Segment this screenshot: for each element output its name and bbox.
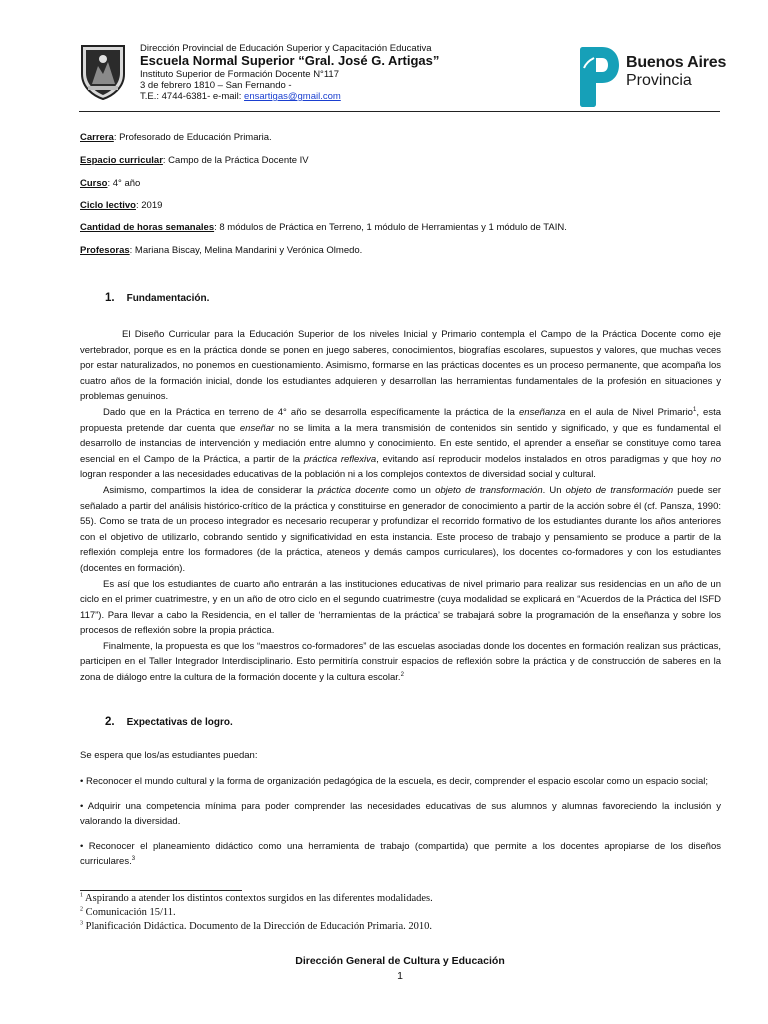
- school-crest-icon: [80, 44, 126, 100]
- header-contact: [140, 91, 341, 102]
- footnote-ref: 3: [131, 856, 136, 863]
- list-item: • Reconocer el mundo cultural y la forma de organización pedagógica de la escuela, es decir, comprender el espacio escolar como un espacio social;: [80, 776, 709, 787]
- footnote-ref: 1: [692, 406, 697, 413]
- info-espacio-curricular: Espacio curricular: Campo de la Práctica Docente IV: [80, 155, 309, 166]
- info-curso: Curso: 4° año: [80, 178, 141, 189]
- paragraph: Dado que en la Práctica en terreno de 4° año se desarrolla específicamente la práctica de la enseñanza en el aula de Nivel Primario$^1$, esta propuesta pretende dar cuenta que enseñar no se limita a la mera transmisión de contenidos sin sentido y significado, y que es fundamental el desarrollo de instancias de intervención y mediación entre alumno y conocimiento. En este sentido, el aprender a enseñar se constituye como tarea esencial en el Campo de la Práctica, a partir de la práctica reflexiva, evitando así reproducir modelos instalados en otros paradigmas y que hoy no logran responder a las necesidades educativas de la población ni a los complejos contextos de diversidad social y cultural.: [80, 406, 722, 481]
- logo-text-buenos-aires: Buenos Aires: [626, 54, 727, 71]
- info-carrera: Carrera: Profesorado de Educación Primaria.: [80, 132, 272, 143]
- list-item: • Adquirir una competencia mínima para poder comprender las necesidades educativas de sus alumnos y alumnas favoreciendo la inclusión y valorando la diversidad.: [80, 800, 721, 828]
- provincia-logo-icon: [576, 46, 620, 108]
- footnote: $^1$ Aspirando a atender los distintos contextos surgidos en las diferentes modalidades.: [80, 892, 433, 904]
- header-school-name: Escuela Normal Superior “Gral. José G. Artigas”: [140, 53, 440, 68]
- header-address: 3 de febrero 1810 – San Fernando -: [140, 80, 292, 91]
- header-instituto: Instituto Superior de Formación Docente N°117: [140, 69, 340, 80]
- paragraph: Asimismo, compartimos la idea de considerar la práctica docente como un objeto de transformación. Un objeto de transformación puede ser señalado a partir del análisis histórico-crítico de la práctica y constituirse en generador de conocimiento a partir de la acción sobre él (cf. Pansza, 1990: 55). Como se trata de un proceso integrador es necesario recuperar y profundizar el recorrido formativo de los estudiantes durante los años anteriores con el objetivo de utilizarlo, cobrando sentido y significatividad en esta instancia. Este proceso de trabajo y pensamiento se produce a partir de la reflexión compleja entre los formadores (de la práctica, ateneos y demás campos curriculares), los docentes co-formadores y con los estudiantes (docentes en formación).: [80, 484, 722, 574]
- expectativas-intro: Se espera que los/as estudiantes puedan:: [80, 750, 258, 761]
- footnote: $^3$ Planificación Didáctica. Documento de la Dirección de Educación Primaria. 2010.: [80, 920, 432, 932]
- paragraph: Finalmente, la propuesta es que los “maestros co-formadores” de las escuelas asociadas donde los docentes en formación realizan sus prácticas, participen en el Taller Integrador Interdisciplinario. Esto permitiría construir espacios de reflexión sobre la práctica y de construcción de saberes en la zona de diálogo entre la cultura de la formación docente y la cultura escolar.$^2$: [80, 640, 721, 684]
- expectativas-list: [80, 774, 721, 879]
- fundamentacion-text: [80, 327, 721, 686]
- list-item: • Reconocer el planeamiento didáctico como una herramienta de trabajo (compartida) que permite a los docentes apropiarse de los diseños curriculares.$^3$: [80, 840, 721, 868]
- footnote-divider: [80, 890, 242, 891]
- page-number: 1: [397, 970, 403, 982]
- footer-title: Dirección General de Cultura y Educación: [295, 955, 505, 967]
- info-horas-semanales: Cantidad de horas semanales: 8 módulos de Práctica en Terreno, 1 módulo de Herramientas y 1 módulo de TAIN.: [80, 222, 567, 233]
- section-heading-expectativas: 2. Expectativas de logro.: [105, 716, 233, 728]
- header-direccion: Dirección Provincial de Educación Superior y Capacitación Educativa: [140, 43, 432, 54]
- info-ciclo-lectivo: Ciclo lectivo: 2019: [80, 200, 163, 211]
- logo-text-provincia: Provincia: [626, 72, 692, 89]
- header-divider: [79, 111, 720, 112]
- section-heading-fundamentacion: 1. Fundamentación.: [105, 292, 210, 304]
- footnote-ref: 2: [400, 671, 404, 678]
- header-phone: T.E.: 4744-6381- e-mail:: [140, 91, 245, 102]
- info-profesoras: Profesoras: Mariana Biscay, Melina Mandarini y Verónica Olmedo.: [80, 245, 363, 256]
- footnote: $^2$ Comunicación 15/11.: [80, 906, 176, 918]
- paragraph: Es así que los estudiantes de cuarto año entrarán a las instituciones educativas de nivel primario para realizar sus residencias en un año de un ciclo en el primer cuatrimestre, y en un año de otro ciclo en el segundo cuatrimestre (cuya modalidad se explicará en “Acuerdos de la Práctica del ISFD 117”). Para llevar a cabo la Residencia, en el taller de ‘herramientas de la práctica’ se trabajará sobre la programación de la enseñanza y sobre los procesos de reflexión sobre la propia práctica.: [80, 578, 721, 637]
- paragraph: El Diseño Curricular para la Educación Superior de los niveles Inicial y Primario contempla el Campo de la Práctica Docente como eje vertebrador, porque es en la práctica donde se ponen en juego saberes, conocimientos, biografías escolares, supuestos y valores, que muchas veces por estar naturalizados, no ponemos en cuestionamiento. Asimismo, formarse en las prácticas docentes es un proceso permanente, que acompaña los cuatro años de la formación inicial, donde los estudiantes adquieren y desarrollan las herramientas fundamentales de la profesión en situaciones y problemas genuinos.: [80, 329, 721, 403]
- header-email-link[interactable]: ensartigas@gmail.com: [244, 91, 341, 102]
